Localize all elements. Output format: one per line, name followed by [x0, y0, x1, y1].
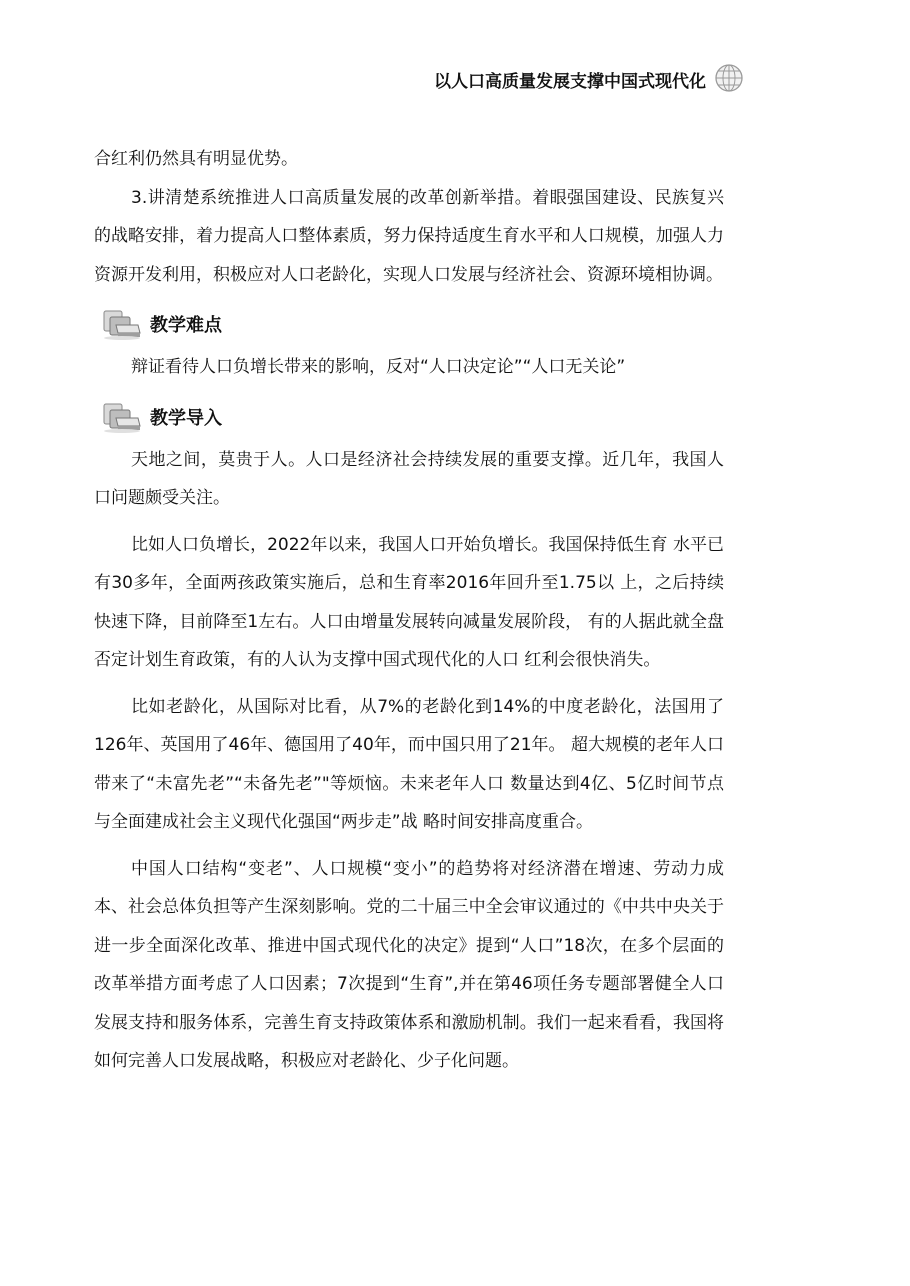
paragraph-reform: 3.讲清楚系统推进人口高质量发展的改革创新举措。着眼强国建设、民族复兴的战略安排，着力提高人口整体素质，努力保持适度生育水平和人口规模，加强人力资源开发利用，积极应对人口老龄化，实现人口发展与经济社会、资源环境相协调。 [94, 187, 724, 285]
section-header-difficulty [94, 300, 724, 348]
section-title-intro: 教学导入 [150, 407, 222, 429]
paragraph-intro-3: 比如老龄化，从国际对比看，从7%的老龄化到14%的中度老龄化，法国用了126年、英国用了46年、德国用了40年，而中国只用了21年。 超大规模的老年人口带来了“未富先老”“未备先老”"等烦恼。未来老年人口 数量达到4亿、5亿时间节点与全面建成社会主义现代化强国“两步走”战 略时间安排高度重合。 [94, 696, 724, 832]
books-icon [98, 400, 144, 434]
paragraph-difficulty: 辩证看待人口负增长带来的影响，反对“人口决定论”“人口无关论” [131, 357, 626, 377]
paragraph-continued: 合红利仍然具有明显优势。 [94, 149, 298, 169]
paragraph-intro-1: 天地之间，莫贵于人。人口是经济社会持续发展的重要支撑。近几年，我国人口问题颇受关注。 [94, 449, 724, 508]
books-icon [98, 307, 144, 341]
globe-icon [712, 62, 746, 94]
section-title-difficulty: 教学难点 [150, 315, 222, 336]
main-content [94, 140, 724, 1081]
header-title: 以人口高质量发展支撑中国式现代化 [434, 71, 706, 92]
section-header-intro [94, 393, 724, 441]
paragraph-intro-2: 比如人口负增长，2022年以来，我国人口开始负增长。我国保持低生育 水平已有30多年，全面两孩政策实施后，总和生育率2016年回升至1.75以 上，之后持续快速下降，目前降至1左右。人口由增量发展转向减量发展阶段， 有的人据此就全盘否定计划生育政策，有的人认为支撑中国式现代化的人口 红利会很快消失。 [94, 534, 724, 670]
page-header [434, 64, 706, 94]
paragraph-intro-4: 中国人口结构“变老”、人口规模“变小”的趋势将对经济潜在增速、劳动力成本、社会总体负担等产生深刻影响。党的二十届三中全会审议通过的《中共中央关于进一步全面深化改革、推进中国式现代化的决定》提到“人口”18次，在多个层面的改革举措方面考虑了人口因素；7次提到“生育”,并在第46项任务专题部署健全人口发展支持和服务体系，完善生育支持政策体系和激励机制。我们一起来看看，我国将如何完善人口发展战略，积极应对老龄化、少子化问题。 [94, 858, 724, 1071]
